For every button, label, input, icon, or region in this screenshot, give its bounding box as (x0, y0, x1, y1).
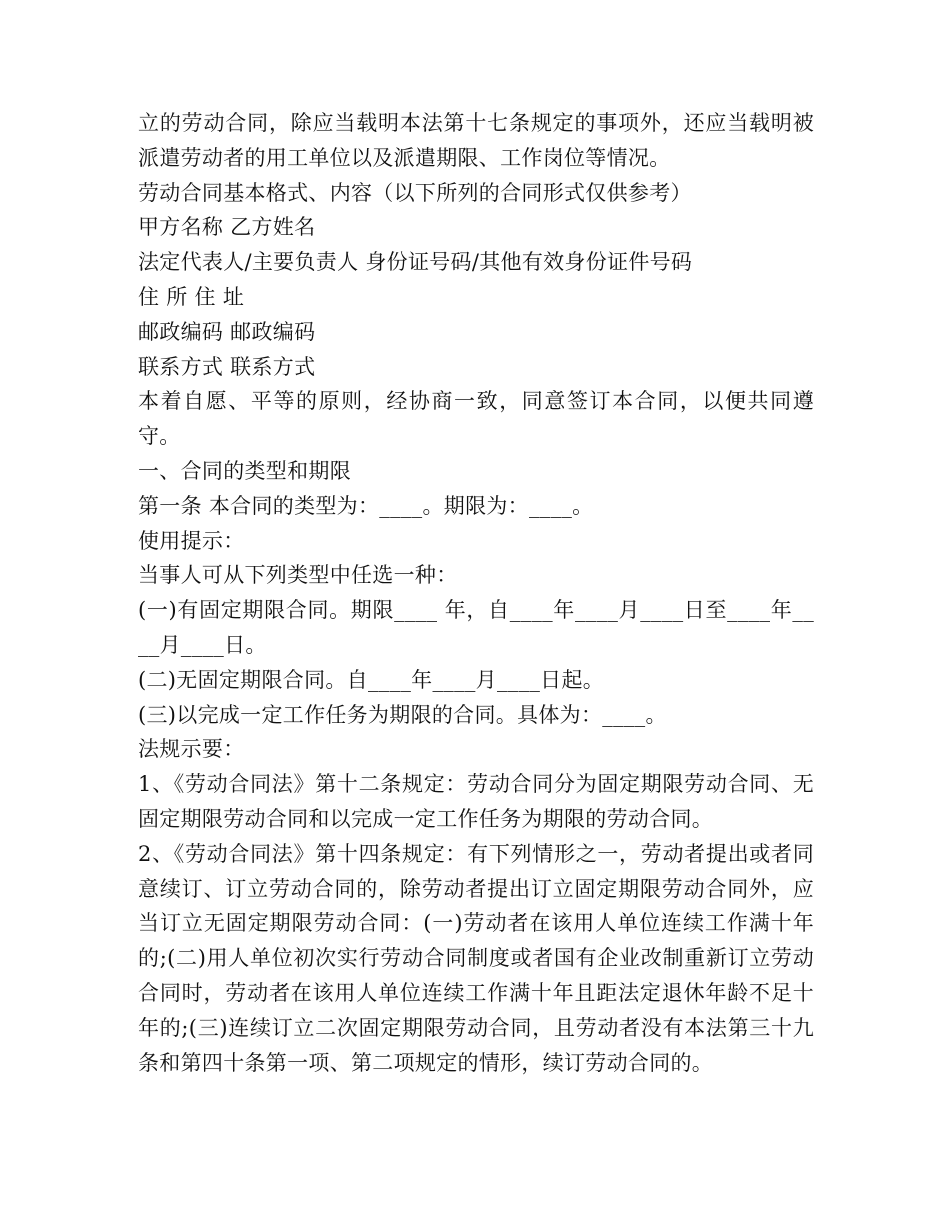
paragraph-option-task-based: (三)以完成一定工作任务为期限的合同。具体为：____。 (138, 702, 667, 727)
section-heading-contract-type: 一、合同的类型和期限 (138, 458, 351, 483)
paragraph-party-names: 甲方名称 乙方姓名 (138, 215, 316, 240)
paragraph-regulation-article-12: 1、《劳动合同法》第十二条规定：劳动合同分为固定期限劳动合同、无固定期限劳动合同和以完成一定工作任务为期限的劳动合同。 (138, 772, 814, 831)
paragraph-intro-continued: 立的劳动合同，除应当载明本法第十七条规定的事项外，还应当载明被派遣劳动者的用工单位以及派遣期限、工作岗位等情况。 (138, 111, 814, 170)
paragraph-contact: 联系方式 联系方式 (138, 354, 316, 379)
paragraph-usage-tip-label: 使用提示： (138, 528, 245, 553)
paragraph-principle: 本着自愿、平等的原则，经协商一致，同意签订本合同，以便共同遵守。 (138, 389, 814, 449)
paragraph-option-fixed-term: (一)有固定期限合同。期限____ 年，自____年____月____日至____年____月____日。 (138, 598, 814, 657)
paragraph-choose-type: 当事人可从下列类型中任选一种： (138, 563, 458, 588)
paragraph-address: 住 所 住 址 (138, 284, 245, 309)
paragraph-representative-id: 法定代表人/主要负责人 身份证号码/其他有效身份证件号码 (138, 250, 693, 275)
paragraph-article-one: 第一条 本合同的类型为：____。期限为：____。 (138, 493, 594, 518)
paragraph-option-open-ended: (二)无固定期限合同。自____年____月____日起。 (138, 667, 605, 692)
paragraph-contract-format-heading: 劳动合同基本格式、内容（以下所列的合同形式仅供参考） (138, 180, 692, 205)
document-body (138, 106, 814, 1080)
paragraph-postal-code: 邮政编码 邮政编码 (138, 319, 316, 344)
paragraph-regulation-label: 法规示要： (138, 737, 245, 762)
paragraph-regulation-article-14: 2、《劳动合同法》第十四条规定：有下列情形之一，劳动者提出或者同意续订、订立劳动合同的，除劳动者提出订立固定期限劳动合同外，应当订立无固定期限劳动合同：(一)劳动者在该用人单位连续工作满十年的;(二)用人单位初次实行劳动合同制度或者国有企业改制重新订立劳动合同时，劳动者在该用人单位连续工作满十年且距法定退休年龄不足十年的;(三)连续订立二次固定期限劳动合同，且劳动者没有本法第三十九条和第四十条第一项、第二项规定的情形，续订劳动合同的。 (138, 841, 814, 1075)
